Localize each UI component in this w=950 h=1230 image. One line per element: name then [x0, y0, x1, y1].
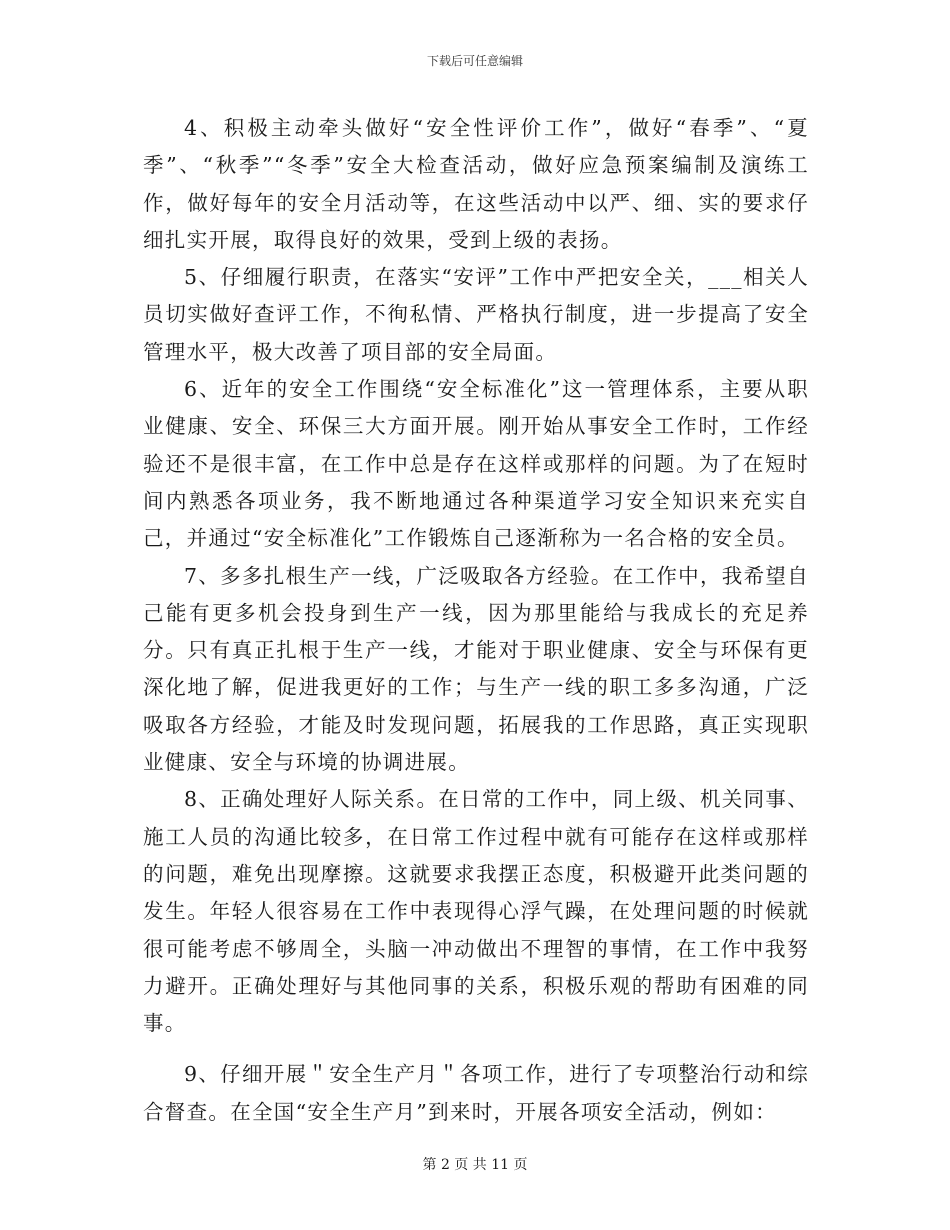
paragraph-item-5: 5、仔细履行职责，在落实“安评”工作中严把安全关，___相关人员切实做好查评工作，不徇私情、严格执行制度，进一步提高了安全管理水平，极大改善了项目部的安全局面。: [143, 265, 809, 364]
paragraph-item-6: 6、近年的安全工作围绕“安全标准化”这一管理体系，主要从职业健康、安全、环保三大方面开展。刚开始从事安全工作时，工作经验还不是很丰富，在工作中总是存在这样或那样的问题。为了在短时间内熟悉各项业务，我不断地通过各种渠道学习安全知识来充实自己，并通过“安全标准化”工作锻炼自己逐渐称为一名合格的安全员。: [143, 377, 809, 551]
page-header-note: 下载后可任意编辑: [426, 54, 523, 68]
paragraph-item-8: 8、正确处理好人际关系。在日常的工作中，同上级、机关同事、施工人员的沟通比较多，在日常工作过程中就有可能存在这样或那样的问题，难免出现摩擦。这就要求我摆正态度，积极避开此类问题的发生。年轻人很容易在工作中表现得心浮气躁，在处理问题的时候就很可能考虑不够周全，头脑一冲动做出不理智的事情，在工作中我努力避开。正确处理好与其他同事的关系，积极乐观的帮助有困难的同事。: [143, 787, 809, 1036]
paragraph-item-4: 4、积极主动牵头做好“安全性评价工作”，做好“春季”、“夏季”、“秋季”“冬季”安全大检查活动，做好应急预案编制及演练工作，做好每年的安全月活动等，在这些活动中以严、细、实的要求仔细扎实开展，取得良好的效果，受到上级的表扬。: [143, 116, 809, 252]
paragraph-item-7: 7、多多扎根生产一线，广泛吸取各方经验。在工作中，我希望自己能有更多机会投身到生产一线，因为那里能给与我成长的充足养分。只有真正扎根于生产一线，才能对于职业健康、安全与环保有更深化地了解，促进我更好的工作；与生产一线的职工多多沟通，广泛吸取各方经验，才能及时发现问题，拓展我的工作思路，真正实现职业健康、安全与环境的协调进展。: [143, 563, 809, 775]
page-number-footer: 第 2 页 共 11 页: [422, 1157, 528, 1173]
paragraph-item-9: 9、仔细开展＂安全生产月＂各项工作，进行了专项整治行动和综合督查。在全国“安全生产月”到来时，开展各项安全活动，例如：: [143, 1062, 809, 1124]
document-body: [143, 110, 809, 1131]
